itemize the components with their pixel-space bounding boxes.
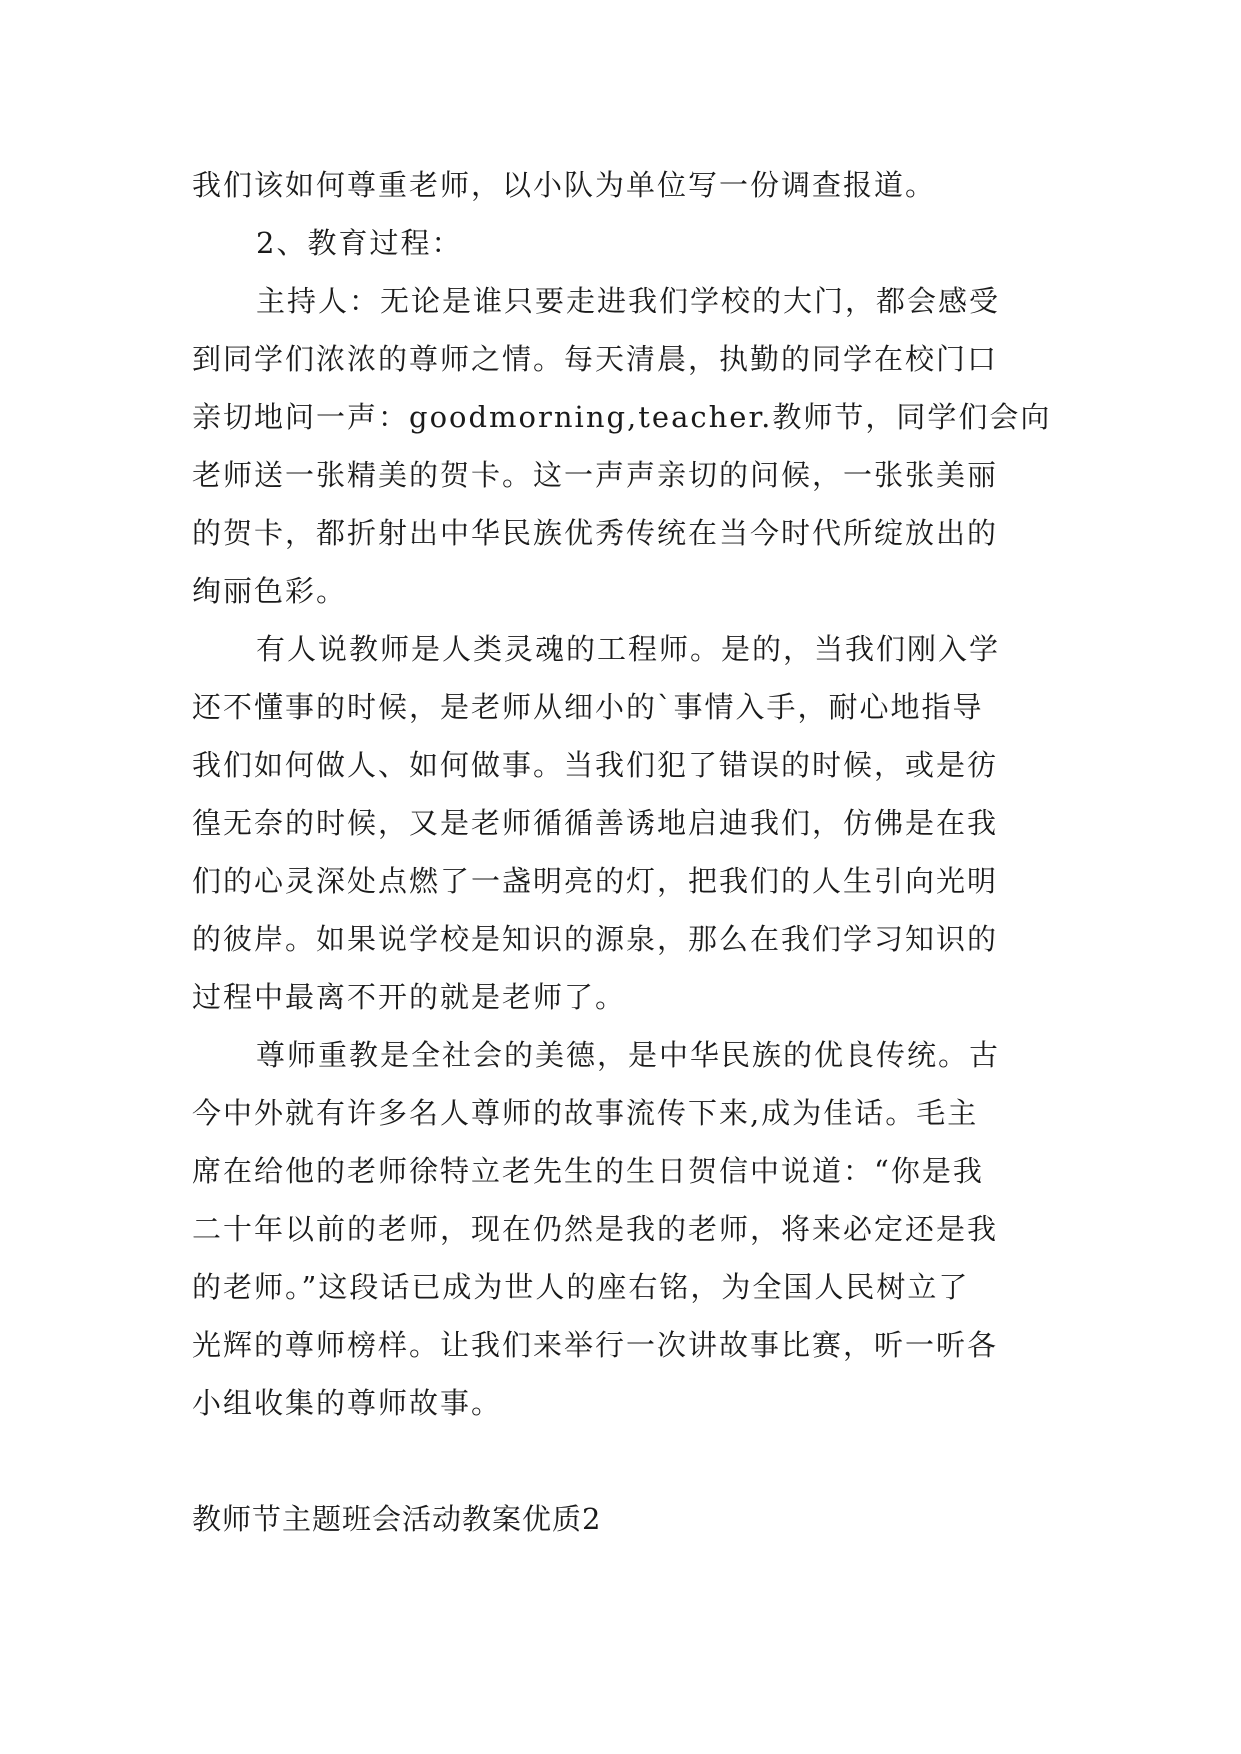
text-line: 亲切地问一声：goodmorning,teacher.教师节，同学们会向 <box>192 400 1052 434</box>
text-line: 席在给他的老师徐特立老先生的生日贺信中说道：“你是我 <box>192 1154 984 1188</box>
text-line: 小组收集的尊师故事。 <box>192 1386 503 1420</box>
text-line: 徨无奈的时候，又是老师循循善诱地启迪我们，仿佛是在我 <box>192 806 999 840</box>
text-line: 老师送一张精美的贺卡。这一声声亲切的问候，一张张美丽 <box>192 458 999 492</box>
paragraph-start: 主持人：无论是谁只要走进我们学校的大门，都会感受 <box>256 284 1001 318</box>
text-line: 今中外就有许多名人尊师的故事流传下来,成为佳话。毛主 <box>192 1096 979 1130</box>
text-line: 绚丽色彩。 <box>192 574 348 608</box>
paragraph-start: 尊师重教是全社会的美德，是中华民族的优良传统。古 <box>256 1038 1001 1072</box>
spacer <box>192 1432 1054 1490</box>
document-body <box>192 156 1054 1548</box>
text-line: 的老师。”这段话已成为世人的座右铭，为全国人民树立了 <box>192 1270 970 1304</box>
text-line: 二十年以前的老师，现在仍然是我的老师，将来必定还是我 <box>192 1212 999 1246</box>
text-line: 我们如何做人、如何做事。当我们犯了错误的时候，或是彷 <box>192 748 999 782</box>
section-heading: 教师节主题班会活动教案优质2 <box>192 1502 602 1536</box>
text-line: 过程中最离不开的就是老师了。 <box>192 980 627 1014</box>
text-line: 的彼岸。如果说学校是知识的源泉，那么在我们学习知识的 <box>192 922 999 956</box>
section-label: 2、教育过程： <box>256 226 463 260</box>
paragraph-start: 有人说教师是人类灵魂的工程师。是的，当我们刚入学 <box>256 632 1001 666</box>
text-line: 的贺卡，都折射出中华民族优秀传统在当今时代所绽放出的 <box>192 516 999 550</box>
text-line: 光辉的尊师榜样。让我们来举行一次讲故事比赛，听一听各 <box>192 1328 999 1362</box>
text-line: 还不懂事的时候，是老师从细小的`事情入手，耐心地指导 <box>192 690 984 724</box>
text-line: 们的心灵深处点燃了一盏明亮的灯，把我们的人生引向光明 <box>192 864 999 898</box>
text-line: 我们该如何尊重老师，以小队为单位写一份调查报道。 <box>192 168 937 202</box>
text-line: 到同学们浓浓的尊师之情。每天清晨，执勤的同学在校门口 <box>192 342 999 376</box>
